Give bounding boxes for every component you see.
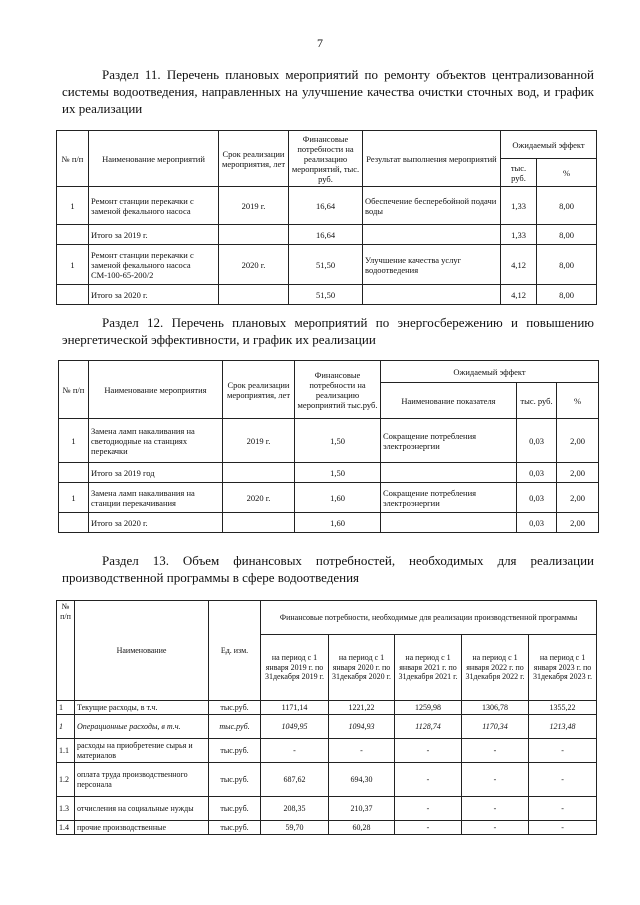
col-header-period-2022: на период с 1 января 2022 г. по 31декабря 2022 г. [462, 635, 529, 701]
table-row [57, 739, 597, 763]
cell-name: Ремонт станции перекачки с заменой фекального насоса СМ-100-65-200/2 [89, 245, 219, 285]
cell-num: 1 [59, 419, 89, 463]
cell-effect-pct: 8,00 [537, 187, 597, 225]
cell-term: 2020 г. [219, 245, 289, 285]
cell-finance: 1,50 [295, 419, 381, 463]
table-row [59, 463, 599, 483]
cell-name: прочие производственные [75, 821, 209, 835]
table-row [57, 187, 597, 225]
cell-num: 1 [57, 715, 75, 739]
table-row [57, 245, 597, 285]
cell-value-2020: 694,30 [329, 763, 395, 797]
cell-finance: 1,60 [295, 483, 381, 513]
cell-indicator [381, 513, 517, 533]
cell-value-2019: - [261, 739, 329, 763]
cell-result [363, 225, 501, 245]
cell-value-2022: - [462, 821, 529, 835]
cell-indicator: Сокращение потребления электроэнергии [381, 419, 517, 463]
cell-finance: 16,64 [289, 225, 363, 245]
cell-value-2019: 208,35 [261, 797, 329, 821]
cell-value-2022: - [462, 797, 529, 821]
table-row [57, 715, 597, 739]
cell-value-2020: 210,37 [329, 797, 395, 821]
cell-value-2023: 1355,22 [529, 701, 597, 715]
page-number: 7 [317, 36, 323, 50]
cell-unit: тыс.руб. [209, 739, 261, 763]
col-header-num: № п/п [59, 361, 89, 419]
cell-num: 1.1 [57, 739, 75, 763]
cell-num: 1 [59, 483, 89, 513]
table-row [57, 225, 597, 245]
table-row [59, 513, 599, 533]
cell-value-2022: - [462, 739, 529, 763]
cell-value-2021: - [395, 739, 462, 763]
cell-num [59, 463, 89, 483]
cell-value-2022: 1170,34 [462, 715, 529, 739]
cell-num: 1 [57, 187, 89, 225]
cell-value-2023: - [529, 797, 597, 821]
cell-value-2023: - [529, 763, 597, 797]
cell-effect-rub: 4,12 [501, 285, 537, 305]
cell-name: Итого за 2020 г. [89, 513, 223, 533]
cell-result: Улучшение качества услуг водоотведения [363, 245, 501, 285]
cell-effect-pct: 8,00 [537, 225, 597, 245]
cell-effect-rub: 4,12 [501, 245, 537, 285]
col-header-result: Результат выполнения мероприятий [363, 131, 501, 187]
cell-num [59, 513, 89, 533]
col-header-period-2019: на период с 1 января 2019 г. по 31декабря 2019 г. [261, 635, 329, 701]
col-header-finance: Финансовые потребности на реализацию мероприятий тыс.руб. [295, 361, 381, 419]
col-header-finance: Финансовые потребности, необходимые для реализации производственной программы [261, 601, 597, 635]
cell-value-2022: 1306,78 [462, 701, 529, 715]
col-header-name: Наименование мероприятий [89, 131, 219, 187]
col-header-indicator: Наименование показателя [381, 383, 517, 419]
col-header-effect-pct: % [557, 383, 599, 419]
cell-value-2021: - [395, 797, 462, 821]
cell-finance: 51,50 [289, 285, 363, 305]
cell-indicator: Сокращение потребления электроэнергии [381, 483, 517, 513]
cell-value-2019: 687,62 [261, 763, 329, 797]
col-header-effect: Ожидаемый эффект [381, 361, 599, 383]
col-header-effect-rub: тыс. руб. [501, 159, 537, 187]
cell-value-2019: 1049,95 [261, 715, 329, 739]
cell-value-2023: 1213,48 [529, 715, 597, 739]
cell-value-2019: 1171,14 [261, 701, 329, 715]
cell-finance: 16,64 [289, 187, 363, 225]
cell-term: 2019 г. [223, 419, 295, 463]
cell-unit: тыс.руб. [209, 701, 261, 715]
cell-effect-pct: 2,00 [557, 483, 599, 513]
cell-num: 1 [57, 701, 75, 715]
cell-value-2021: 1259,98 [395, 701, 462, 715]
col-header-period-2020: на период с 1 января 2020 г. по 31декабря 2020 г. [329, 635, 395, 701]
col-header-effect: Ожидаемый эффект [501, 131, 597, 159]
cell-finance: 51,50 [289, 245, 363, 285]
cell-term [223, 463, 295, 483]
cell-effect-pct: 2,00 [557, 419, 599, 463]
cell-value-2021: 1128,74 [395, 715, 462, 739]
cell-effect-rub: 1,33 [501, 225, 537, 245]
cell-name: Текущие расходы, в т.ч. [75, 701, 209, 715]
cell-name: отчисления на социальные нужды [75, 797, 209, 821]
cell-unit: тыс.руб. [209, 797, 261, 821]
cell-num: 1.4 [57, 821, 75, 835]
cell-unit: тыс.руб. [209, 715, 261, 739]
col-header-term: Срок реализации мероприятия, лет [219, 131, 289, 187]
section-11-title: Раздел 11. Перечень плановых мероприятий по ремонту объектов централизованной системы водоотведения, направленных на улучшение качества очистки сточных вод, и график их реализации [62, 67, 594, 116]
col-header-num: № п/п [57, 131, 89, 187]
col-header-effect-rub: тыс. руб. [517, 383, 557, 419]
cell-term [219, 285, 289, 305]
cell-finance: 1,60 [295, 513, 381, 533]
cell-value-2022: - [462, 763, 529, 797]
section-12-title: Раздел 12. Перечень плановых мероприятий по энергосбережению и повышению энергетической эффективности, и график их реализации [62, 315, 594, 347]
cell-value-2023: - [529, 821, 597, 835]
cell-name: оплата труда производственного персонала [75, 763, 209, 797]
table-row [57, 763, 597, 797]
cell-unit: тыс.руб. [209, 821, 261, 835]
cell-effect-rub: 0,03 [517, 483, 557, 513]
col-header-effect-pct: % [537, 159, 597, 187]
table-row [59, 419, 599, 463]
cell-name: Замена ламп накаливания на станции перекачивания [89, 483, 223, 513]
col-header-name: Наименование мероприятия [89, 361, 223, 419]
cell-effect-pct: 2,00 [557, 513, 599, 533]
col-header-period-2021: на период с 1 января 2021 г. по 31декабря 2021 г. [395, 635, 462, 701]
section-13-title: Раздел 13. Объем финансовых потребностей, необходимых для реализации производственной программы в сфере водоотведения [62, 553, 594, 585]
table-row [57, 701, 597, 715]
cell-value-2021: - [395, 763, 462, 797]
cell-value-2019: 59,70 [261, 821, 329, 835]
cell-value-2020: 1221,22 [329, 701, 395, 715]
cell-effect-pct: 8,00 [537, 245, 597, 285]
table-row [57, 821, 597, 835]
section-12-table [58, 360, 599, 533]
col-header-period-2023: на период с 1 января 2023 г. по 31декабря 2023 г. [529, 635, 597, 701]
cell-effect-rub: 1,33 [501, 187, 537, 225]
cell-num: 1.2 [57, 763, 75, 797]
cell-name: Итого за 2019 год [89, 463, 223, 483]
col-header-num: № п/п [57, 601, 75, 701]
cell-value-2020: 1094,93 [329, 715, 395, 739]
cell-effect-pct: 8,00 [537, 285, 597, 305]
cell-result: Обеспечение бесперебойной подачи воды [363, 187, 501, 225]
cell-term [219, 225, 289, 245]
table-row [57, 797, 597, 821]
cell-finance: 1,50 [295, 463, 381, 483]
table-row [59, 483, 599, 513]
cell-effect-rub: 0,03 [517, 463, 557, 483]
cell-name: Замена ламп накаливания на светодиодные на станциях перекачки [89, 419, 223, 463]
col-header-unit: Ед. изм. [209, 601, 261, 701]
col-header-term: Срок реализации мероприятия, лет [223, 361, 295, 419]
cell-result [363, 285, 501, 305]
cell-num: 1.3 [57, 797, 75, 821]
cell-name: Итого за 2019 г. [89, 225, 219, 245]
cell-name: расходы на приобретение сырья и материалов [75, 739, 209, 763]
cell-term: 2020 г. [223, 483, 295, 513]
cell-value-2021: - [395, 821, 462, 835]
cell-num [57, 225, 89, 245]
col-header-name: Наименование [75, 601, 209, 701]
cell-name: Ремонт станции перекачки с заменой фекального насоса [89, 187, 219, 225]
cell-value-2020: 60,28 [329, 821, 395, 835]
cell-name: Итого за 2020 г. [89, 285, 219, 305]
table-row [57, 285, 597, 305]
section-13-table [56, 600, 597, 835]
cell-value-2020: - [329, 739, 395, 763]
section-11-table [56, 130, 597, 305]
cell-unit: тыс.руб. [209, 763, 261, 797]
cell-num: 1 [57, 245, 89, 285]
cell-term: 2019 г. [219, 187, 289, 225]
cell-name: Операционные расходы, в т.ч. [75, 715, 209, 739]
cell-effect-rub: 0,03 [517, 513, 557, 533]
cell-term [223, 513, 295, 533]
cell-num [57, 285, 89, 305]
cell-effect-rub: 0,03 [517, 419, 557, 463]
cell-value-2023: - [529, 739, 597, 763]
cell-indicator [381, 463, 517, 483]
col-header-finance: Финансовые потребности на реализацию мероприятий, тыс. руб. [289, 131, 363, 187]
cell-effect-pct: 2,00 [557, 463, 599, 483]
